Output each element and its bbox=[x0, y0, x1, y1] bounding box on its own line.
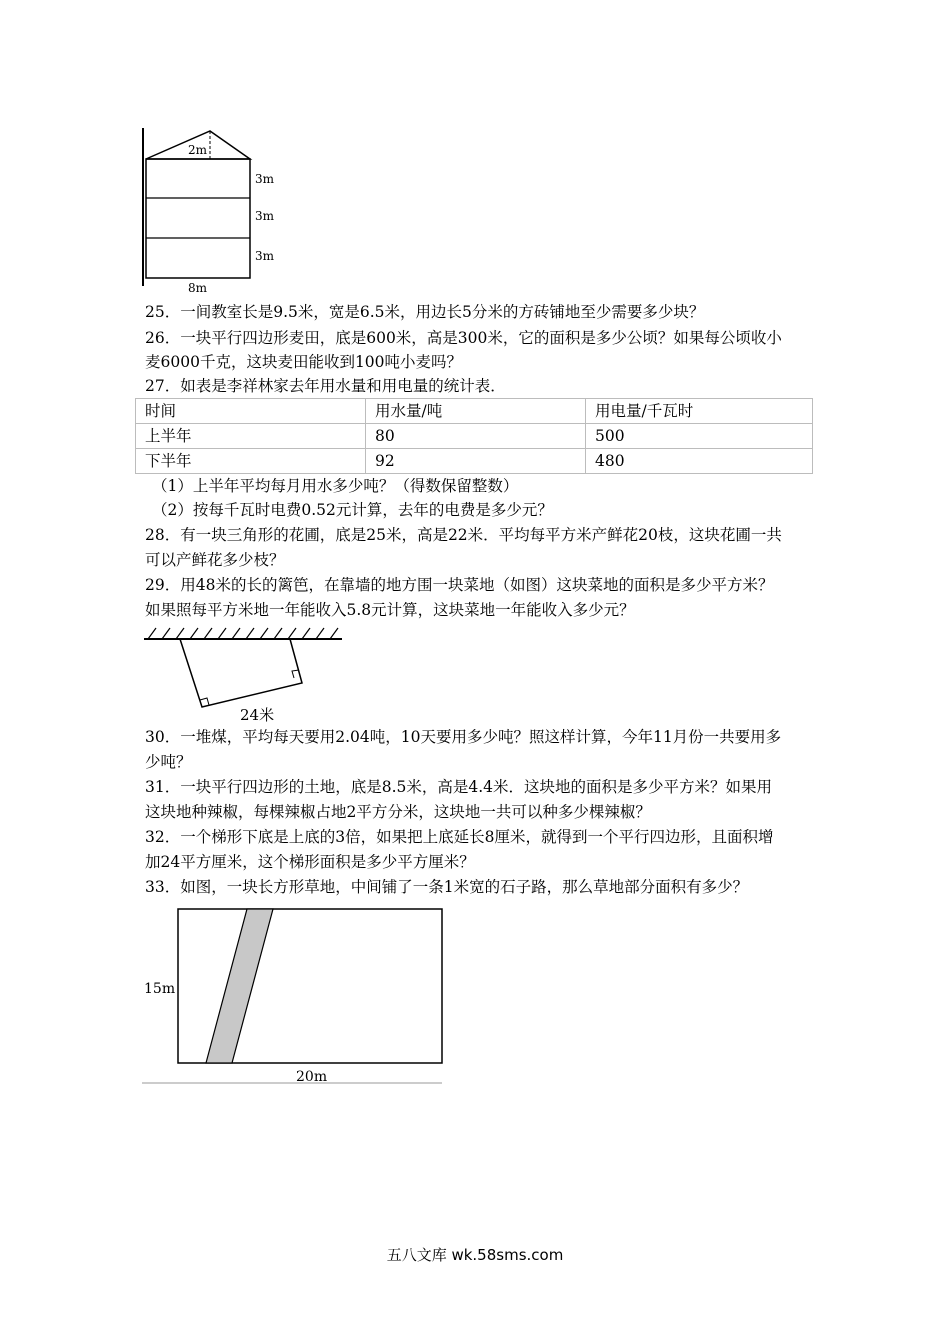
question-30-line-1: 30．一堆煤，平均每天要用2.04吨，10天要用多少吨？照这样计算，今年11月份一共要用多 bbox=[145, 728, 782, 746]
question-26-line-2: 麦6000千克，这块麦田能收到100吨小麦吗？ bbox=[145, 353, 463, 371]
house-body bbox=[146, 159, 250, 278]
question-29-line-2: 如果照每平方米地一年能收入5.8元计算，这块菜地一年能收入多少元？ bbox=[145, 601, 635, 619]
question-29-line-1: 29．用48米的长的篱笆，在靠墙的地方围一块菜地（如图）这块菜地的面积是多少平方米？ bbox=[145, 576, 774, 594]
page-footer: 五八文库 wk.58sms.com bbox=[386, 1246, 564, 1264]
lawn-width-label: 20m bbox=[296, 1069, 328, 1085]
table-cell: 480 bbox=[586, 449, 813, 474]
question-27-part-1: （1）上半年平均每月用水多少吨？（得数保留整数） bbox=[152, 477, 519, 495]
question-27: 27．如表是李祥林家去年用水量和用电量的统计表． bbox=[145, 377, 506, 395]
table-cell: 92 bbox=[366, 449, 586, 474]
question-33: 33．如图，一块长方形草地，中间铺了一条1米宽的石子路，那么草地部分面积有多少？ bbox=[145, 878, 749, 896]
statistics-table bbox=[135, 398, 813, 474]
right-angle-mark-right bbox=[292, 670, 299, 678]
question-32-line-2: 加24平方厘米，这个梯形面积是多少平方厘米？ bbox=[145, 853, 475, 871]
table-row bbox=[136, 424, 813, 449]
garden-figure bbox=[142, 625, 347, 725]
house-base-label: 8m bbox=[188, 281, 208, 295]
question-28-line-1: 28．有一块三角形的花圃，底是25米，高是22米．平均每平方米产鲜花20枝，这块花圃一共 bbox=[145, 526, 782, 544]
house-figure bbox=[140, 126, 290, 296]
question-28-line-2: 可以产鲜花多少枝？ bbox=[145, 551, 285, 569]
floor-height-label-3: 3m bbox=[255, 249, 275, 263]
lawn-height-label: 15m bbox=[144, 981, 176, 997]
question-31-line-2: 这块地种辣椒，每棵辣椒占地2平方分米，这块地一共可以种多少棵辣椒？ bbox=[145, 803, 651, 821]
stone-path bbox=[206, 909, 273, 1063]
question-32-line-1: 32．一个梯形下底是上底的3倍，如果把上底延长8厘米，就得到一个平行四边形，且面积增 bbox=[145, 828, 774, 846]
lawn-figure bbox=[140, 905, 445, 1090]
question-30-line-2: 少吨？ bbox=[145, 753, 192, 771]
question-26-line-1: 26．一块平行四边形麦田，底是600米，高是300米，它的面积是多少公顷？如果每公顷收小 bbox=[145, 329, 782, 347]
question-27-part-2: （2）按每千瓦时电费0.52元计算，去年的电费是多少元？ bbox=[152, 501, 553, 519]
garden-base-label: 24米 bbox=[240, 706, 275, 724]
table-cell: 上半年 bbox=[136, 424, 366, 449]
table-header-row bbox=[136, 399, 813, 424]
garden-outline bbox=[180, 639, 302, 707]
table-row bbox=[136, 449, 813, 474]
table-cell: 500 bbox=[586, 424, 813, 449]
question-25: 25．一间教室长是9.5米，宽是6.5米，用边长5分米的方砖铺地至少需要多少块？ bbox=[145, 303, 705, 321]
wall-hatching bbox=[148, 628, 338, 639]
table-header-cell: 用电量/千瓦时 bbox=[586, 399, 813, 424]
table-cell: 80 bbox=[366, 424, 586, 449]
table-header-cell: 用水量/吨 bbox=[366, 399, 586, 424]
question-31-line-1: 31．一块平行四边形的土地，底是8.5米，高是4.4米．这块地的面积是多少平方米？如果用 bbox=[145, 778, 773, 796]
roof-label: 2m bbox=[188, 143, 208, 157]
floor-height-label-2: 3m bbox=[255, 209, 275, 223]
floor-height-label-1: 3m bbox=[255, 172, 275, 186]
table-cell: 下半年 bbox=[136, 449, 366, 474]
table-header-cell: 时间 bbox=[136, 399, 366, 424]
